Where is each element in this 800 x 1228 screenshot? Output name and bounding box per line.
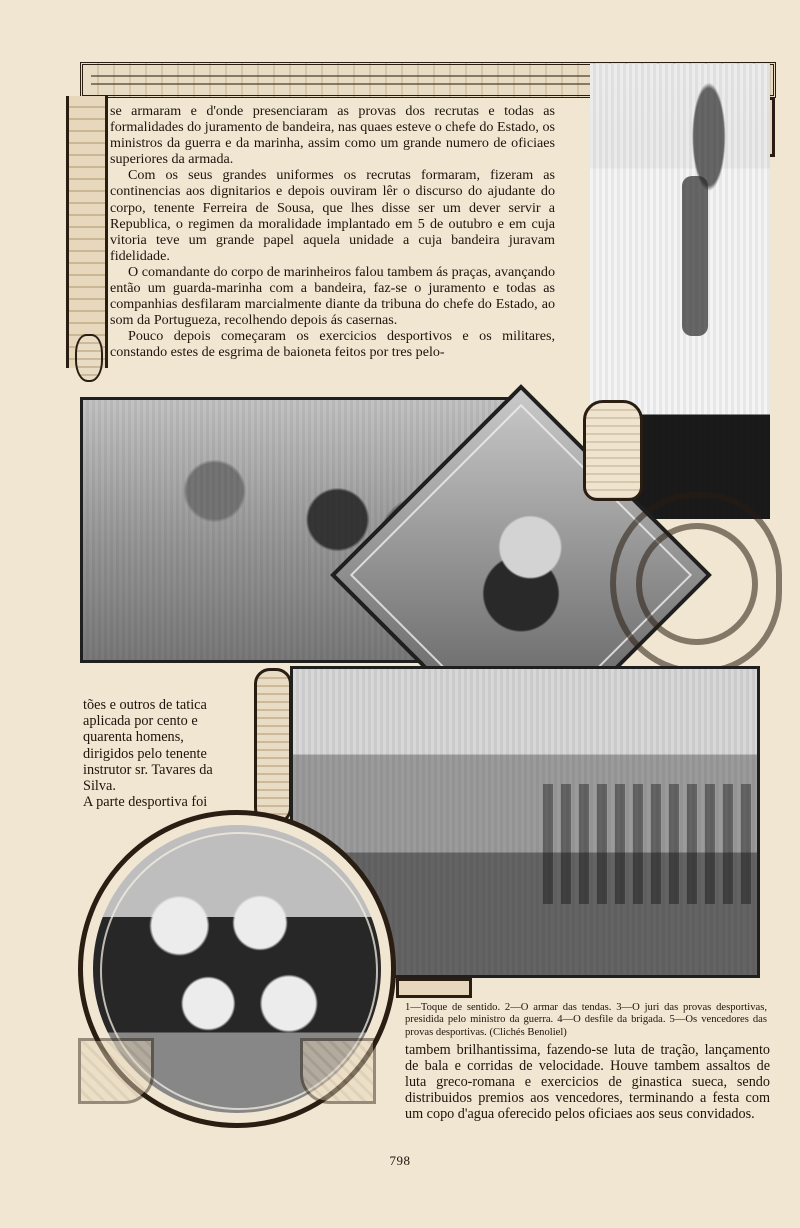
page-number: 798 xyxy=(389,1153,411,1168)
bottom-right-article-text: tambem brilhantissima, fazendo-se luta de tração, lançamento de bala e corridas de velocidade. Houve tambem assaltos de luta greco-romana e exercicios de ginastica sueca, sendo distribuidos premios aos vencedores, terminando a festa com um copo d'agua oferecido pelos oficiaes aos seus convidados. xyxy=(405,1042,770,1123)
paragraph-2: Com os seus grandes uniformes os recrutas formaram, fizeram as continencias aos dignitarios e depois ouviram lêr o discurso do ajudante do corpo, tenente Ferreira de Sousa, que lhes disse ser um dever servir a Republica, o regimen da moralidade implantado em 5 de outubro e em cuja vitoria teve um grande papel aquela unidade a cuja bandeira juravam fidelidade. xyxy=(110,167,555,264)
bottom-right-ornament-icon xyxy=(300,1038,376,1104)
photo-captions: 1—Toque de sentido. 2—O armar das tendas. 3—O juri das provas desportivas, presidida pelo ministro da guerra. 4—O desfile da brigada. 5—Os vencedores das provas desportivas. (Clichés Benoliel) xyxy=(405,1002,767,1038)
left-paragraph-1: tões e outros de tatica aplicada por cento e quarenta homens, dirigidos pelo tenente instrutor sr. Tavares da Silva. xyxy=(83,697,213,795)
top-article-text xyxy=(110,103,555,361)
anchor-rope-ornament-icon xyxy=(610,492,782,674)
paragraph-4: Pouco depois começaram os exercicios desportivos e os militares, constando estes de esgrima de baioneta feitos por tres pelo- xyxy=(110,328,555,361)
rope-ornament-icon xyxy=(66,96,108,368)
left-paragraph-2: A parte desportiva foi xyxy=(83,794,208,811)
bottom-left-ornament-icon xyxy=(78,1038,154,1104)
left-column-text xyxy=(83,697,235,810)
paragraph-3: O comandante do corpo de marinheiros falou tambem ás praças, avançando então um guarda-marinha com a bandeira, faz-se o juramento e todas as companhias desfilaram marcialmente diante da tribuna do chefe do Estado, ao som da Portugueza, recolhendo depois ás casernas. xyxy=(110,263,555,329)
caption-separator-ornament-icon xyxy=(396,978,472,998)
lantern-icon xyxy=(583,400,643,501)
rope-knot-icon xyxy=(254,668,292,824)
paragraph-1: se armaram e d'onde presenciaram as provas dos recrutas e todas as formalidades do juramento de bandeira, nas quaes esteve o chefe do Estado, os ministros da guerra e da marinha, assim como um grande numero de oficiaes superiores da armada. xyxy=(110,103,555,168)
